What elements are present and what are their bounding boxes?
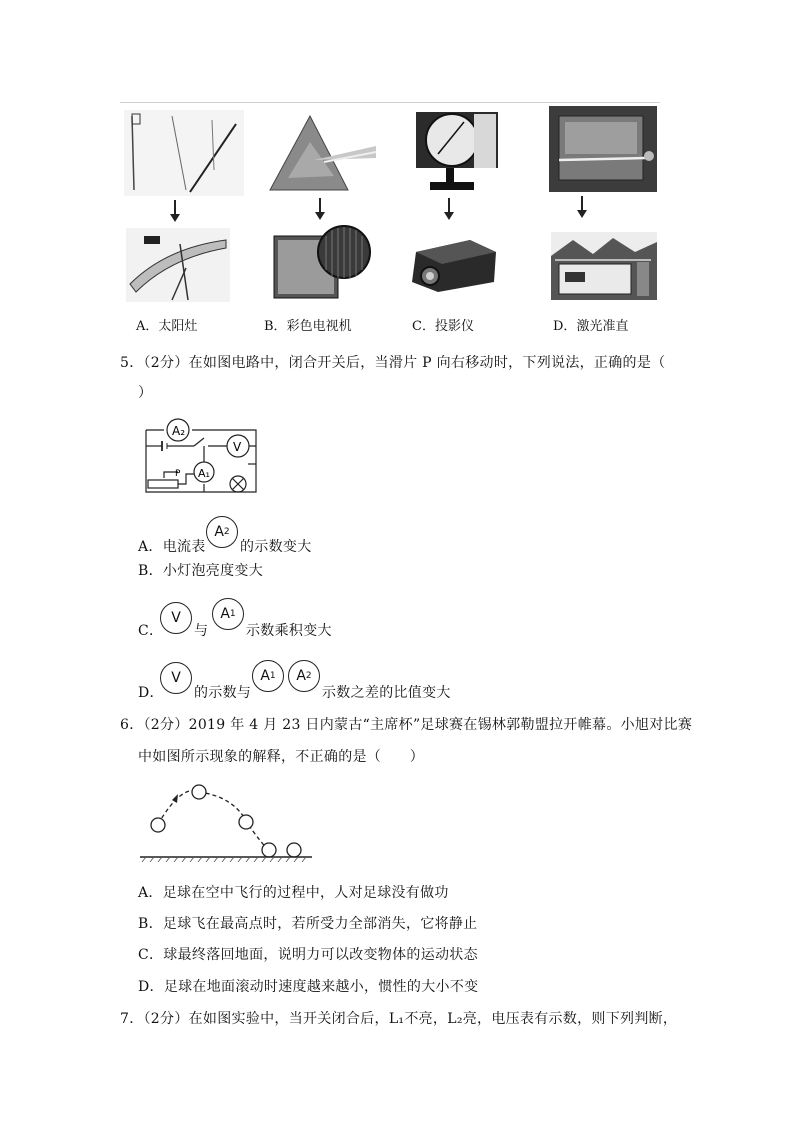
q4-a-bottom-image: [126, 228, 230, 302]
q5-option-c-prefix: C．: [138, 623, 164, 639]
q6-option-b: B．足球飞在最高点时，若所受力全部消失，它将静止: [138, 916, 478, 932]
q4-b-top-image: [264, 112, 380, 196]
q4-c-bottom-image: [408, 238, 498, 294]
q4-option-c-letter: C．: [412, 319, 435, 334]
q5-option-c-suffix: 示数乘积变大: [246, 623, 332, 639]
q5-option-a-prefix: A．电流表: [138, 539, 206, 555]
ammeter-c-letter: A: [220, 606, 230, 622]
q6-option-a: A．足球在空中飞行的过程中，人对足球没有做功: [138, 885, 449, 901]
q4-option-d-label: 激光准直: [576, 319, 629, 334]
q5-option-a-suffix: 的示数变大: [240, 539, 312, 555]
q4-a-arrow-icon: [174, 200, 176, 216]
voltmeter-v-icon-d: [160, 662, 192, 694]
q5-circuit-a1-label: A₁: [198, 467, 210, 480]
voltmeter-v-icon-c: [160, 602, 192, 634]
ammeter-d2-letter: A: [296, 668, 306, 684]
ammeter-a2-icon-d: [288, 660, 320, 692]
q5-option-d-mid: 的示数与: [194, 685, 252, 701]
q5-option-d-prefix: D．: [138, 685, 164, 701]
q4-option-a-letter: A．: [136, 319, 159, 334]
ammeter-d2-subscript: 2: [305, 671, 312, 681]
q4-c-arrow-icon: [448, 198, 450, 214]
q4-b-arrow-icon: [319, 198, 321, 214]
q4-d-arrow-icon: [581, 196, 583, 212]
q4-option-d: [553, 318, 628, 336]
q6-ball-trajectory-diagram: [138, 780, 314, 862]
q4-option-c-label: 投影仪: [434, 319, 474, 334]
q5-option-c-mid: 与: [194, 623, 209, 639]
q4-option-b-label: 彩色电视机: [286, 319, 352, 334]
ammeter-a1-icon-c: [212, 598, 244, 630]
q6-stem-line2: 中如图所示现象的解释，不正确的是（ ）: [138, 749, 424, 765]
q4-option-b: [264, 318, 352, 336]
ammeter-a1-icon-d: [252, 660, 284, 692]
q5-stem-line1: 5．（2分）在如图电路中，闭合开关后，当滑片 P 向右移动时，下列说法，正确的是（: [120, 355, 666, 371]
ammeter-d1-subscript: 1: [269, 671, 276, 681]
q4-option-a-label: 太阳灶: [158, 319, 198, 334]
q5-circuit-p-label: P: [175, 469, 181, 479]
top-rule: [120, 102, 660, 103]
q7-stem: 7．（2分）在如图实验中，当开关闭合后，L₁不亮，L₂亮，电压表有示数，则下列判断，: [120, 1011, 678, 1027]
ammeter-a2-letter: A: [214, 524, 224, 540]
q4-b-bottom-image: [270, 222, 374, 304]
q6-option-c: C．球最终落回地面，说明力可以改变物体的运动状态: [138, 947, 478, 963]
q6-stem-line1: 6．（2分）2019 年 4 月 23 日内蒙古“主席杯”足球赛在锡林郭勒盟拉开帷幕。小旭对比赛: [120, 717, 693, 733]
q6-option-d: D．足球在地面滚动时速度越来越小，惯性的大小不变: [138, 979, 479, 995]
q5-stem-line2: ）: [138, 385, 153, 401]
q4-c-top-image: [414, 110, 500, 196]
q4-option-d-letter: D．: [553, 319, 577, 334]
q4-d-top-image: [549, 106, 657, 192]
voltmeter-c-letter: V: [171, 610, 181, 626]
q5-circuit-a2-label: A₂: [172, 424, 186, 438]
q4-d-bottom-image: [551, 232, 657, 300]
ammeter-c-subscript: 1: [229, 609, 236, 619]
q5-circuit-v-label: V: [233, 440, 242, 454]
q4-a-top-image: [124, 110, 244, 196]
ammeter-d1-letter: A: [260, 668, 270, 684]
voltmeter-d-letter: V: [171, 670, 181, 686]
ammeter-a2-subscript: 2: [223, 527, 230, 537]
q4-option-a: [136, 318, 197, 336]
q4-option-c: [412, 318, 474, 336]
q5-option-d-suffix: 示数之差的比值变大: [322, 685, 451, 701]
q5-option-b: B．小灯泡亮度变大: [138, 563, 263, 579]
q4-option-b-letter: B．: [264, 319, 287, 334]
q5-circuit-diagram: [138, 418, 264, 498]
ammeter-a2-icon: [206, 516, 238, 548]
